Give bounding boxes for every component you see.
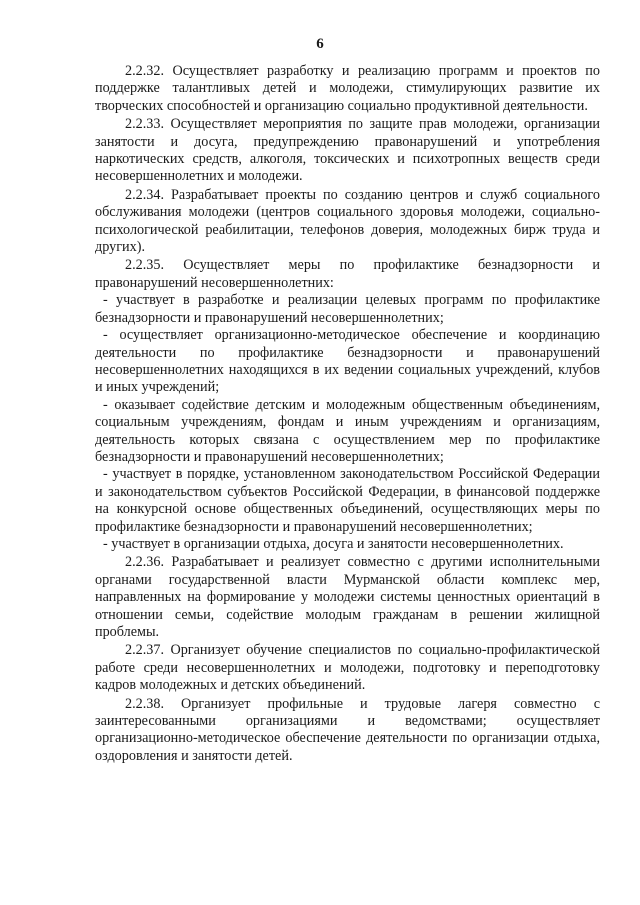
paragraph-2-2-34: 2.2.34. Разрабатывает проекты по созданию центров и служб социального обслуживания молодежи (центров социального здоровья молодежи, социально-психологической реабилитации, телефонов доверия, молодежных бирж труда и других).	[95, 186, 600, 256]
list-item: - осуществляет организационно-методическое обеспечение и координацию деятельности по профилактике безнадзорности и правонарушений несовершеннолетних находящихся в их ведении социальных учреждений, клубов и иных учреждений;	[95, 327, 600, 396]
list-item: - участвует в организации отдыха, досуга и занятости несовершеннолетних.	[103, 535, 564, 552]
paragraph-2-2-32: 2.2.32. Осуществляет разработку и реализацию программ и проектов по поддержке талантливых детей и молодежи, стимулирующих развитие их творческих способностей и организацию социально продуктивной деятельности.	[95, 63, 600, 114]
list-item: - участвует в порядке, установленном законодательством Российской Федерации и законодательством субъектов Российской Федерации, в финансовой поддержке на конкурсной основе общественных объединений, осуществляющих меры по профилактике безнадзорности и правонарушений несовершеннолетних;	[95, 466, 600, 535]
paragraph-2-2-38: 2.2.38. Организует профильные и трудовые лагеря совместно с заинтересованными организациями и ведомствами; осуществляет организационно-методическое обеспечение деятельности по организации отдыха, оздоровления и занятости детей.	[95, 695, 600, 764]
document-body	[95, 62, 600, 765]
paragraph-2-2-35: 2.2.35. Осуществляет меры по профилактике безнадзорности и правонарушений несовершеннолетних:	[95, 257, 600, 291]
page-number: 6	[316, 36, 324, 52]
paragraph-2-2-37: 2.2.37. Организует обучение специалистов по социально-профилактической работе среди несовершеннолетних и молодежи, подготовку и переподготовку кадров молодежных и детских объединений.	[95, 642, 600, 694]
list-item: - участвует в разработке и реализации целевых программ по профилактике безнадзорности и правонарушений несовершеннолетних;	[95, 292, 600, 326]
paragraph-2-2-33: 2.2.33. Осуществляет мероприятия по защите прав молодежи, организации занятости и досуга, предупреждению правонарушений и употребления наркотических средств, алкоголя, токсических и психотропных веществ среди несовершеннолетних и молодежи.	[95, 116, 600, 185]
list-item: - оказывает содействие детским и молодежным общественным объединениям, социальным учреждениям, фондам и иным учреждениям и организациям, деятельность которых связана с осуществлением мер по профилактике безнадзорности и правонарушений несовершеннолетних;	[95, 396, 600, 465]
paragraph-2-2-36: 2.2.36. Разрабатывает и реализует совместно с другими исполнительными органами государственной власти Мурманской области комплекс мер, направленных на формирование у молодежи системы ценностных ориентаций в отношении семьи, содействие молодым гражданам в решении жилищной проблемы.	[95, 554, 600, 640]
